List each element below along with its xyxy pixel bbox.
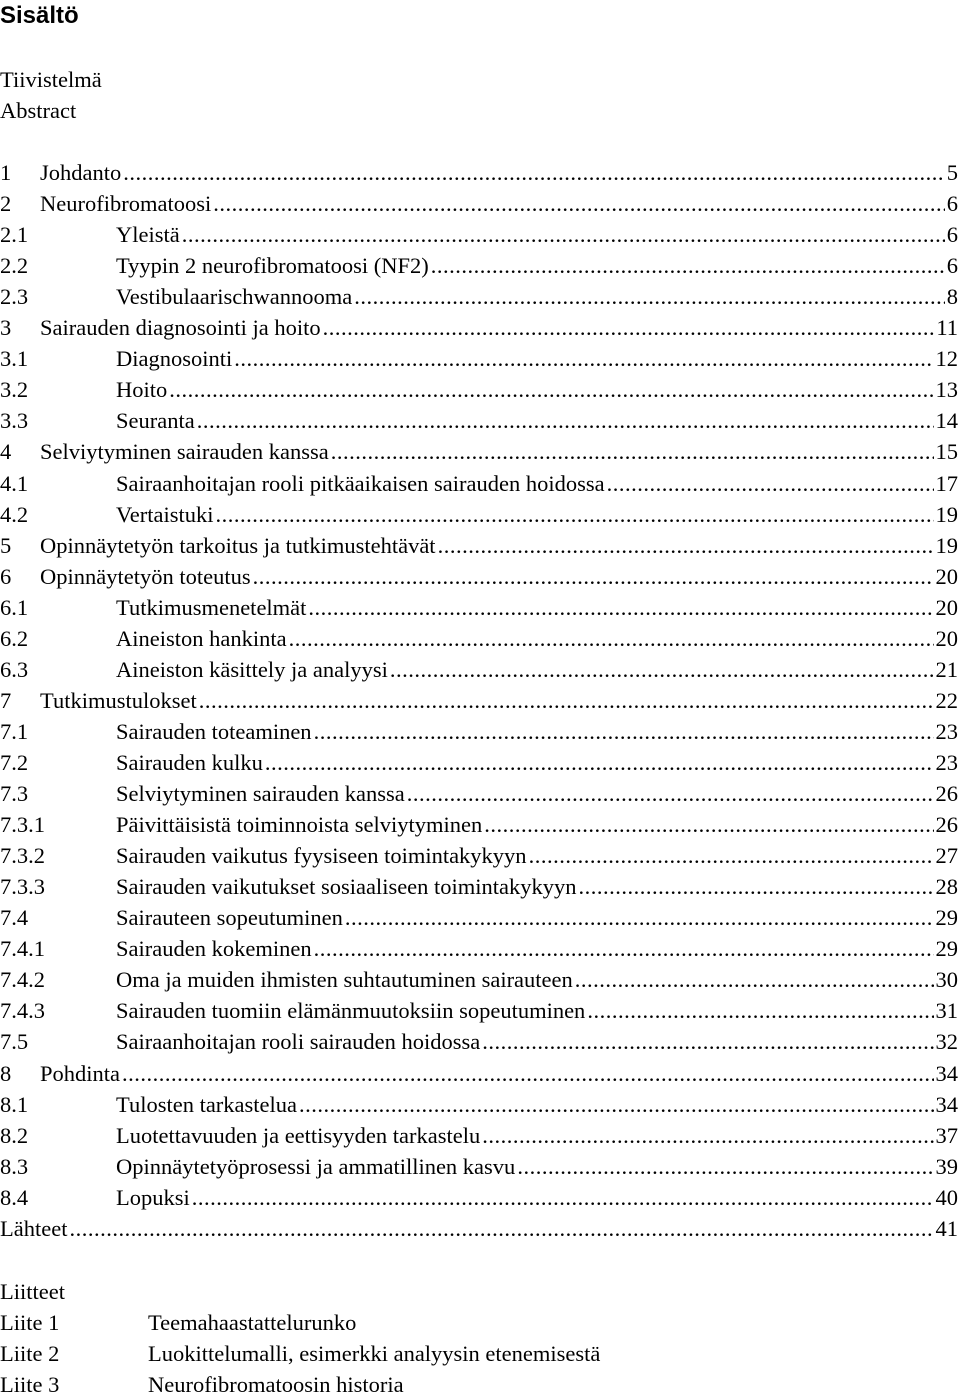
toc-dot-leader [517, 1153, 933, 1181]
toc-entry-number: 8.2 [0, 1122, 29, 1148]
toc-dot-leader [69, 1215, 933, 1243]
toc-entry-title: Opinnäytetyön tarkoitus ja tutkimustehtävät [40, 532, 436, 558]
toc-entry-page: 37 [935, 1122, 958, 1148]
toc-entry[interactable] [0, 1184, 958, 1212]
toc-entry-page: 17 [935, 470, 958, 496]
toc-entry-number: 7.3 [0, 781, 29, 806]
toc-dot-leader [314, 718, 934, 746]
toc-entry-page: 28 [935, 874, 958, 900]
toc-entry-page: 30 [935, 967, 958, 993]
toc-entry-number: 7.4 [0, 905, 29, 931]
toc-entry-page: 13 [935, 377, 958, 403]
toc-entry-page: 26 [935, 812, 958, 838]
toc-entry[interactable] [0, 935, 958, 963]
toc-dot-leader [169, 376, 933, 404]
toc-entry-title: Selviytyminen sairauden kanssa [40, 439, 329, 465]
toc-dot-leader [192, 1184, 934, 1212]
toc-dot-leader [182, 221, 945, 249]
toc-entry-title: Sairauden diagnosointi ja hoito [40, 315, 321, 341]
toc-entry-number: 7.3.2 [0, 843, 45, 869]
toc-entry-number: 1 [0, 160, 12, 185]
toc-dot-leader [575, 966, 934, 994]
toc-entry-title: Päivittäisistä toiminnoista selviytyminen [116, 812, 483, 838]
toc-dot-leader [123, 159, 945, 187]
toc-entry-title: Sairauden kokeminen [116, 936, 312, 962]
toc-entry-number: 6.3 [0, 656, 29, 682]
toc-entry[interactable] [0, 625, 958, 653]
toc-entry-page: 6 [946, 191, 958, 217]
toc-entry-title: Sairauden vaikutukset sosiaaliseen toimintakykyyn [116, 874, 577, 900]
toc-entry[interactable] [0, 501, 958, 529]
toc-entry-page: 31 [935, 998, 958, 1024]
toc-entry-title: Hoito [116, 377, 168, 403]
toc-entry-title: Tutkimustulokset [40, 687, 197, 713]
toc-entry-page: 5 [946, 160, 958, 185]
toc-entry-number: 7 [0, 687, 12, 713]
toc-entry-title: Aineiston käsittely ja analyysi [116, 656, 388, 682]
toc-entry-number: 7.4.3 [0, 998, 45, 1024]
toc-entry-title: Lopuksi [116, 1184, 190, 1210]
toc-entry-title: Sairaanhoitajan rooli sairauden hoidossa [116, 1029, 481, 1055]
toc-entry-page: 21 [935, 656, 958, 682]
toc-entry-number: 6 [0, 563, 12, 589]
toc-entry-number: 4.2 [0, 501, 29, 527]
toc-entry-title: Neurofibromatoosi [40, 191, 212, 217]
toc-dot-leader [484, 811, 933, 839]
toc-entry-number: 8.4 [0, 1184, 29, 1210]
attachment-label: Liite 3 [0, 1372, 60, 1397]
toc-entry-number: 7.3.3 [0, 874, 45, 900]
toc-entry-page: 20 [935, 594, 958, 620]
toc-dot-leader [529, 842, 934, 870]
toc-entry-title: Yleistä [116, 222, 180, 248]
toc-entry-number: 7.1 [0, 718, 29, 744]
toc-entry-page: 39 [935, 1153, 958, 1179]
toc-entry-number: 6.2 [0, 625, 29, 651]
toc-entry-title: Tulosten tarkastelua [116, 1091, 298, 1117]
toc-entry-page: 11 [936, 315, 958, 341]
toc-entry-title: Sairauden vaikutus fyysiseen toimintakykyyn [116, 843, 527, 869]
toc-entry-title: Tyypin 2 neurofibromatoosi (NF2) [116, 253, 429, 279]
toc-entry-page: 12 [935, 346, 958, 372]
toc-entry-title: Seuranta [116, 408, 195, 434]
toc-entry[interactable] [0, 749, 958, 777]
toc-entry-number: 3.1 [0, 346, 29, 372]
toc-entry-page: 29 [935, 936, 958, 962]
toc-entry-number: 2.3 [0, 284, 29, 310]
toc-entry[interactable] [0, 966, 958, 994]
toc-entry-page: 6 [946, 222, 958, 248]
toc-entry[interactable] [0, 376, 958, 404]
toc-entry-title: Sairauden tuomiin elämänmuutoksiin sopeutuminen [116, 998, 586, 1024]
toc-entry-page: 20 [935, 563, 958, 589]
toc-entry[interactable] [0, 470, 958, 498]
toc-entry[interactable] [0, 345, 958, 373]
attachment-title: Luokittelumalli, esimerkki analyysin etenemisestä [148, 1341, 601, 1366]
toc-entry[interactable] [0, 873, 958, 901]
toc-entry-page: 8 [946, 284, 958, 310]
toc-dot-leader [323, 314, 935, 342]
toc-entry-number: 2 [0, 191, 12, 217]
toc-entry-title: Diagnosointi [116, 346, 233, 372]
front-matter-abstract-fi: Tiivistelmä [0, 67, 102, 92]
attachments-heading: Liitteet [0, 1279, 65, 1304]
toc-entry[interactable] [0, 159, 958, 187]
toc-entry[interactable] [0, 407, 958, 435]
toc-entry-number: 5 [0, 532, 12, 558]
toc-entry-number: 7.3.1 [0, 812, 45, 838]
toc-entry[interactable] [0, 1122, 958, 1150]
toc-dot-leader [299, 1091, 933, 1119]
toc-dot-leader [390, 656, 934, 684]
toc-entry[interactable] [0, 997, 958, 1025]
toc-entry-number: 2.1 [0, 222, 29, 248]
toc-entry[interactable] [0, 1028, 958, 1056]
toc-entry-page: 26 [935, 781, 958, 806]
toc-entry-page: 29 [935, 905, 958, 931]
toc-entry-title: Opinnäytetyön toteutus [40, 563, 251, 589]
toc-entry-page: 19 [935, 501, 958, 527]
toc-entry[interactable] [0, 842, 958, 870]
toc-entry[interactable] [0, 718, 958, 746]
toc-entry-page: 34 [935, 1091, 958, 1117]
toc-entry-number: 6.1 [0, 594, 29, 620]
toc-dot-leader [215, 501, 933, 529]
toc-entry-title: Pohdinta [40, 1060, 121, 1086]
attachment-item [0, 1371, 404, 1399]
toc-entry[interactable] [0, 1060, 958, 1088]
toc-entry[interactable] [0, 314, 958, 342]
toc-entry-title: Opinnäytetyöprosessi ja ammatillinen kasvu [116, 1153, 516, 1179]
toc-entry-number: 8 [0, 1060, 12, 1086]
toc-dot-leader [253, 563, 934, 591]
toc-entry-title: Luotettavuuden ja eettisyyden tarkastelu [116, 1122, 481, 1148]
toc-entry[interactable] [0, 438, 958, 466]
toc-entry[interactable] [0, 687, 958, 715]
toc-entry-page: 20 [935, 625, 958, 651]
toc-dot-leader [122, 1060, 933, 1088]
toc-entry-page: 6 [946, 253, 958, 279]
toc-entry-page: 40 [935, 1184, 958, 1210]
toc-entry-title: Sairauden toteaminen [116, 718, 312, 744]
toc-dot-leader [308, 594, 933, 622]
toc-dot-leader [289, 625, 934, 653]
toc-entry-number: 3 [0, 315, 12, 341]
toc-entry-page: 23 [935, 750, 958, 775]
toc-entry-number: 3.3 [0, 408, 29, 434]
toc-entry-number: 7.5 [0, 1029, 29, 1055]
toc-dot-leader [314, 935, 934, 963]
toc-dot-leader [234, 345, 933, 373]
toc-entry-page: 15 [935, 439, 958, 465]
toc-dot-leader [438, 532, 934, 560]
toc-entry-page: 34 [935, 1060, 958, 1086]
toc-entry-page: 14 [935, 408, 958, 434]
toc-dot-leader [482, 1028, 933, 1056]
toc-entry[interactable] [0, 594, 958, 622]
toc-entry[interactable] [0, 780, 958, 808]
toc-dot-leader [331, 438, 934, 466]
toc-entry-title: Selviytyminen sairauden kanssa [116, 781, 405, 806]
toc-dot-leader [482, 1122, 933, 1150]
toc-entry-title: Oma ja muiden ihmisten suhtautuminen sairauteen [116, 967, 573, 993]
toc-dot-leader [345, 904, 934, 932]
toc-entry-number: 4 [0, 439, 12, 465]
toc-entry-page: 23 [935, 718, 958, 744]
toc-entry-title: Johdanto [40, 160, 122, 185]
toc-entry-title: Aineiston hankinta [116, 625, 287, 651]
toc-entry-title: Vertaistuki [116, 501, 214, 527]
toc-entry[interactable] [0, 563, 958, 591]
attachment-item [0, 1340, 600, 1368]
attachment-title: Teemahaastattelurunko [148, 1310, 357, 1335]
toc-entry-number: 8.1 [0, 1091, 29, 1117]
toc-dot-leader [607, 470, 934, 498]
toc-entry[interactable] [0, 532, 958, 560]
toc-entry-page: 32 [935, 1029, 958, 1055]
toc-dot-leader [579, 873, 934, 901]
toc-entry-number: 7.4.1 [0, 936, 45, 962]
toc-entry-title: Sairaanhoitajan rooli pitkäaikaisen sairauden hoidossa [116, 470, 605, 496]
toc-entry-number: 2.2 [0, 253, 29, 279]
attachment-title: Neurofibromatoosin historia [148, 1372, 404, 1397]
toc-entry-page: 19 [935, 532, 958, 558]
attachment-label: Liite 1 [0, 1310, 60, 1335]
toc-entry-number: 4.1 [0, 470, 29, 496]
toc-dot-leader [199, 687, 934, 715]
toc-dot-leader [587, 997, 933, 1025]
toc-entry-title: Sairauden kulku [116, 750, 263, 775]
toc-entry-number: 3.2 [0, 377, 29, 403]
toc-dot-leader [213, 190, 945, 218]
toc-entry[interactable] [0, 904, 958, 932]
toc-dot-leader [265, 749, 934, 777]
toc-entry[interactable] [0, 656, 958, 684]
toc-entry[interactable] [0, 221, 958, 249]
toc-dot-leader [431, 252, 945, 280]
toc-dot-leader [354, 283, 945, 311]
toc-entry-title: Vestibulaarischwannooma [116, 284, 353, 310]
toc-dot-leader [197, 407, 934, 435]
toc-entry[interactable] [0, 811, 958, 839]
attachment-label: Liite 2 [0, 1341, 60, 1366]
toc-entry[interactable] [0, 1091, 958, 1119]
toc-entry-page: 27 [935, 843, 958, 869]
toc-entry[interactable] [0, 190, 958, 218]
page-title: Sisältö [0, 2, 79, 29]
toc-entry-page: 22 [935, 687, 958, 713]
toc-entry-page: 41 [935, 1215, 958, 1241]
toc-entry[interactable] [0, 1153, 958, 1181]
toc-entry-title: Sairauteen sopeutuminen [116, 905, 343, 931]
toc-entry-title: Lähteet [0, 1215, 68, 1241]
front-matter-abstract-en: Abstract [0, 98, 77, 123]
toc-entry[interactable] [0, 252, 958, 280]
toc-entry[interactable] [0, 1215, 958, 1243]
toc-entry-number: 7.2 [0, 750, 29, 775]
toc-entry-number: 8.3 [0, 1153, 29, 1179]
toc-entry[interactable] [0, 283, 958, 311]
attachment-item [0, 1309, 356, 1337]
toc-entry-number: 7.4.2 [0, 967, 45, 993]
toc-dot-leader [407, 780, 934, 808]
toc-entry-title: Tutkimusmenetelmät [116, 594, 307, 620]
